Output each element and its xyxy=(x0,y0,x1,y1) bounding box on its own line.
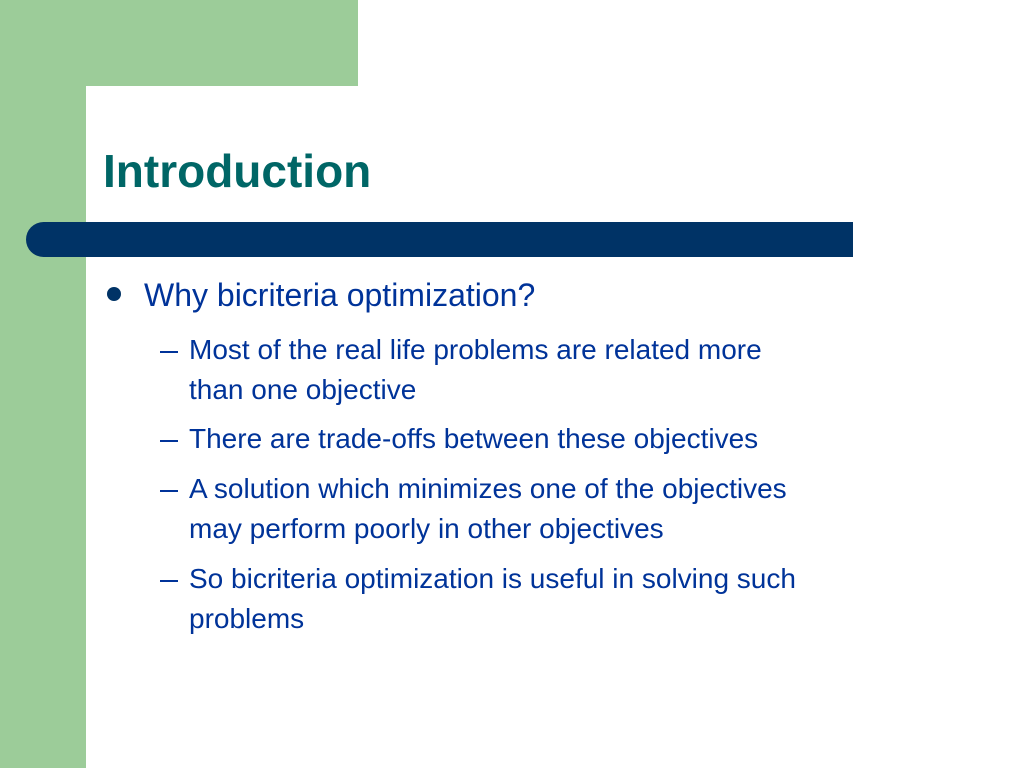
main-bullet-text: Why bicriteria optimization? xyxy=(144,277,536,313)
dash-icon xyxy=(160,351,178,353)
subpoint-2-line-1: There are trade-offs between these objectives xyxy=(189,423,759,454)
bullet-dot-icon xyxy=(107,287,121,301)
dash-icon xyxy=(160,580,178,582)
subpoint-1-line-2: than one objective xyxy=(189,374,417,405)
subpoint-1-line-1: Most of the real life problems are related more xyxy=(189,334,762,365)
dash-icon xyxy=(160,490,178,492)
subpoint-4-line-2: problems xyxy=(189,603,305,634)
slide-title: Introduction xyxy=(103,145,372,197)
dash-icon xyxy=(160,440,178,442)
subpoint-4-line-1: So bicriteria optimization is useful in solving such xyxy=(189,563,796,594)
subpoint-3-line-2: may perform poorly in other objectives xyxy=(189,513,664,544)
subpoint-3-line-1: A solution which minimizes one of the objectives xyxy=(189,473,787,504)
